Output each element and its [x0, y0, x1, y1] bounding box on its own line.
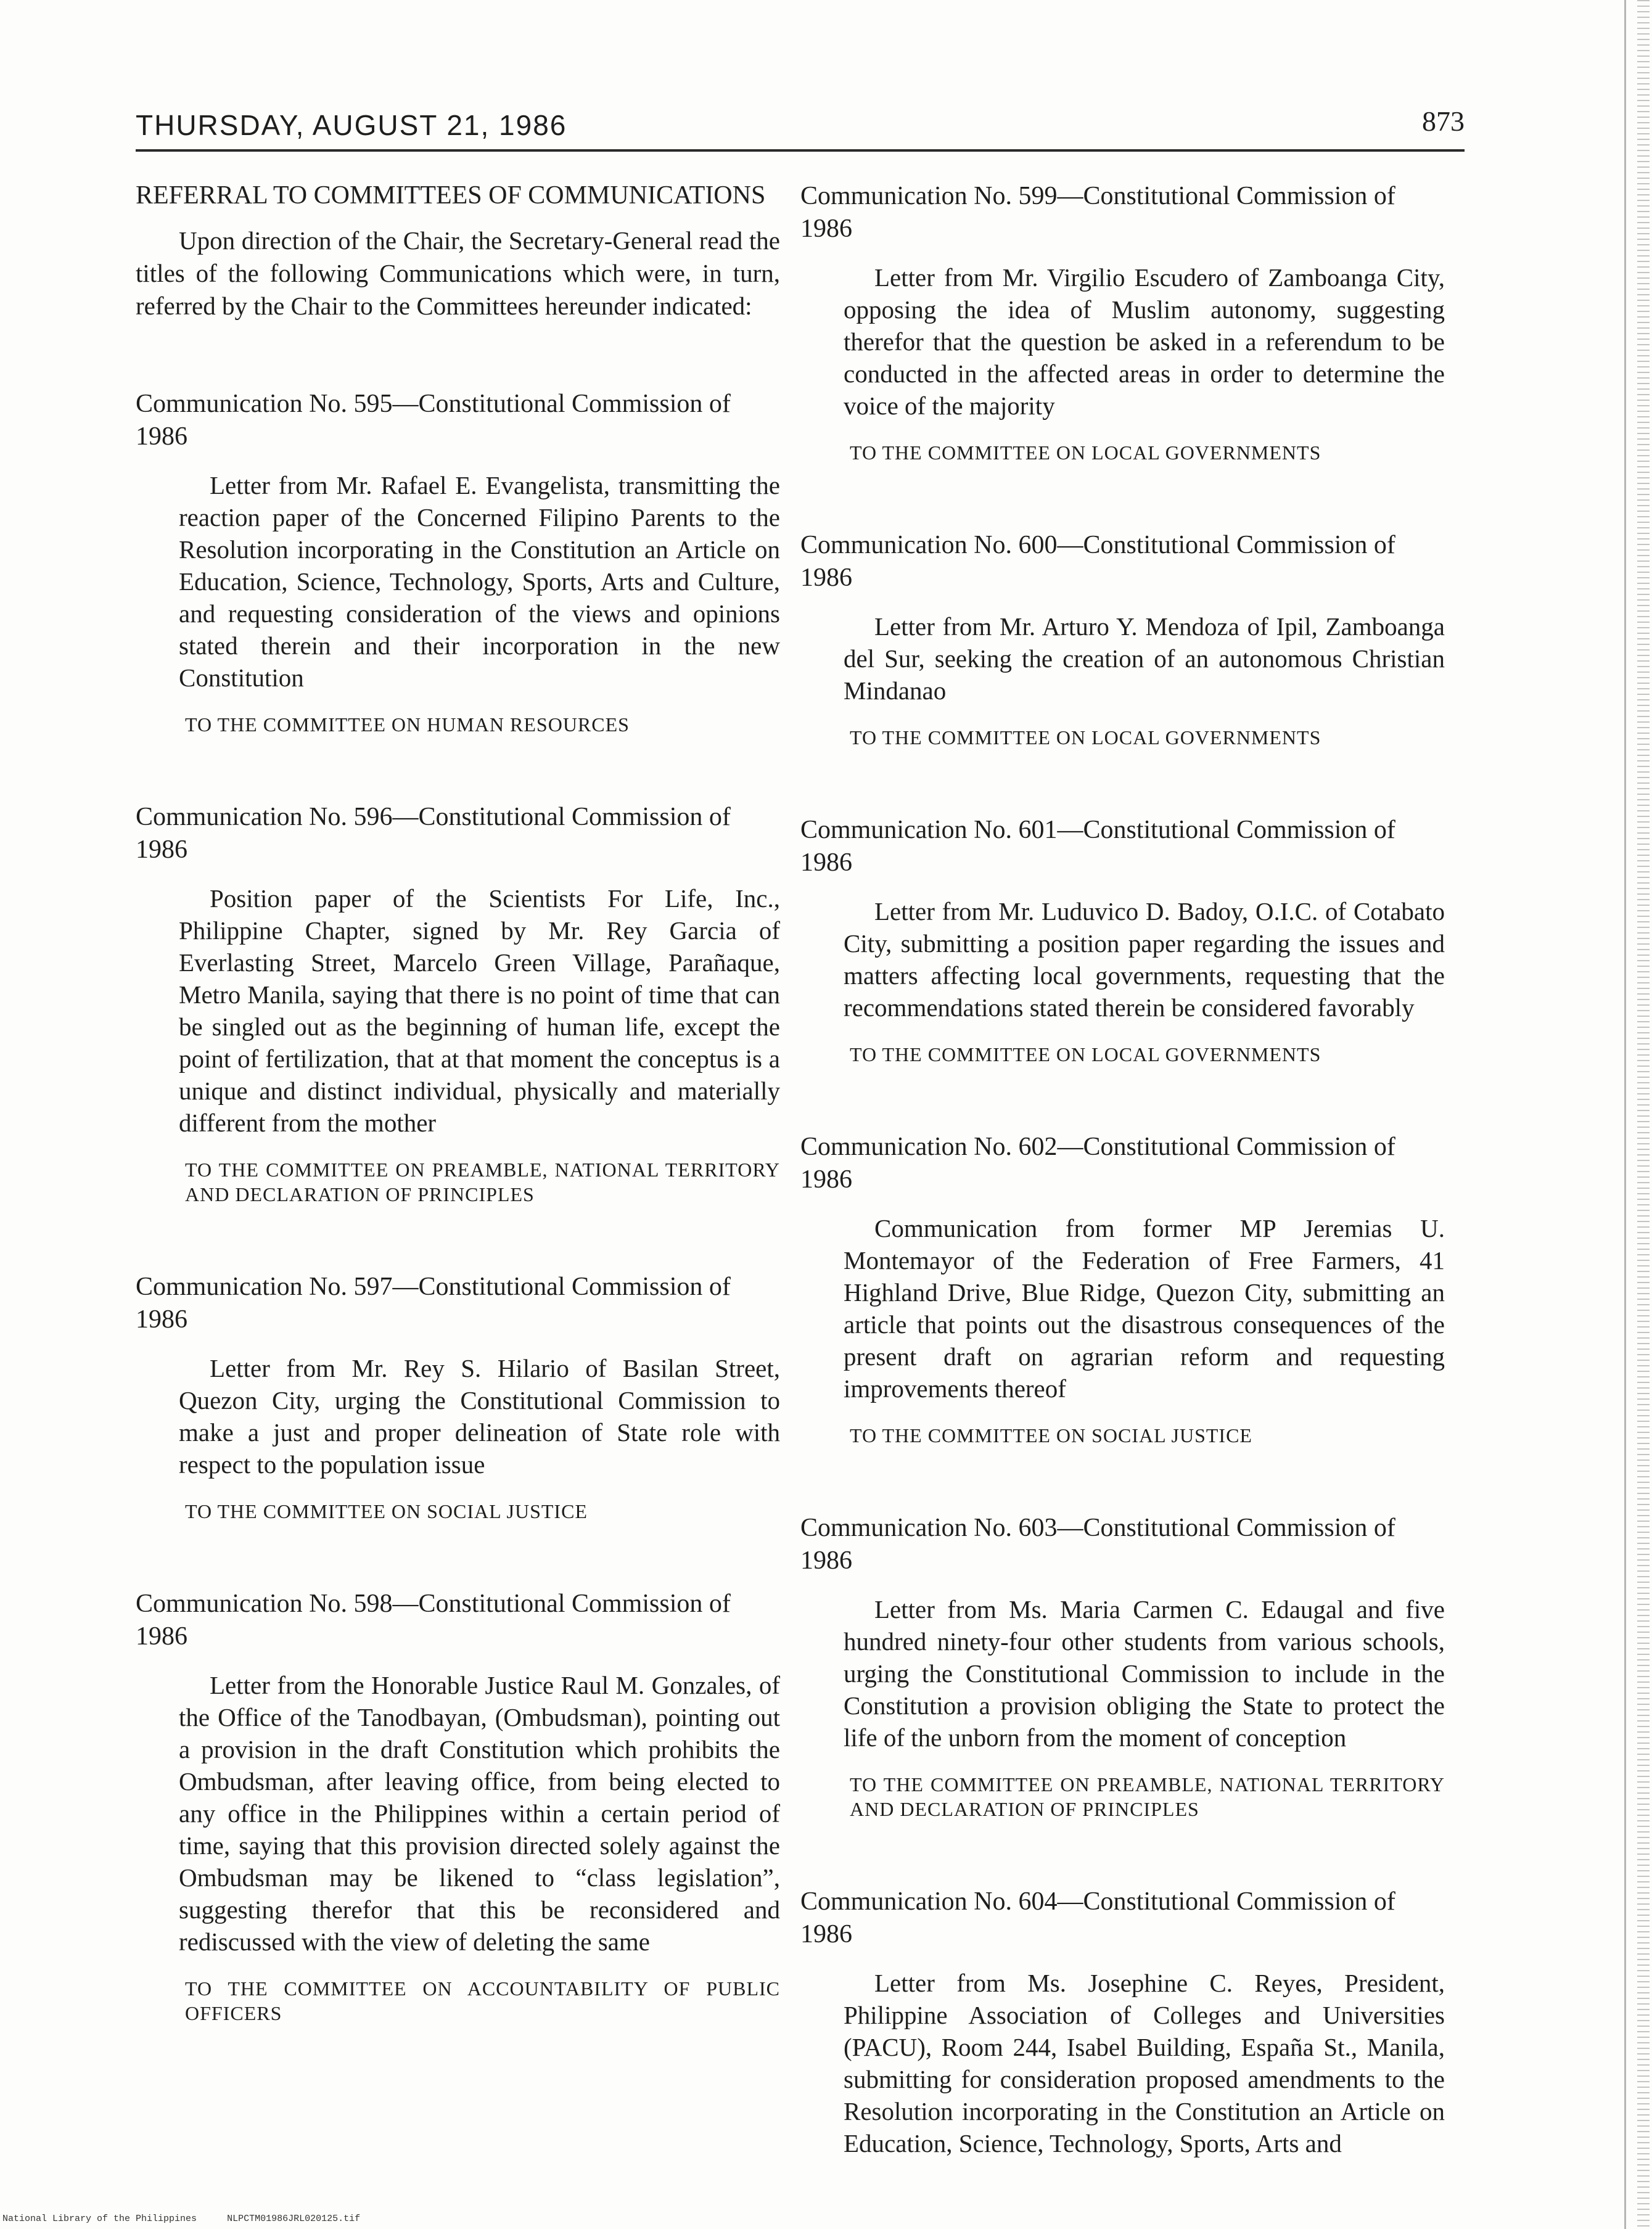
communication-heading: Communication No. 602—Constitutional Commission of 1986 — [800, 1133, 1395, 1194]
communication-604 — [800, 1886, 1445, 2159]
communication-body: Letter from Mr. Rafael E. Evangelista, transmitting the reaction paper of the Concerned Filipino Parents to the Resolution incorporating in the Constitution an Article on Education, Science, Technology, Sports, Arts and Culture, and requesting consideration of the views and opinions stated therein and their incorporation in the new Constitution — [179, 471, 780, 692]
communication-heading: Communication No. 601—Constitutional Commission of 1986 — [800, 816, 1395, 877]
communication-601 — [800, 814, 1445, 1067]
communication-heading: Communication No. 604—Constitutional Commission of 1986 — [800, 1887, 1395, 1948]
communication-body: Letter from Mr. Luduvico D. Badoy, O.I.C. of Cotabato City, submitting a position paper regarding the issues and matters affecting local governments, requesting that the recommendations stated therein be considered favorably — [844, 897, 1445, 1022]
footer-file: NLPCTM01986JRL020125.tif — [227, 2214, 361, 2224]
communication-body: Letter from Ms. Josephine C. Reyes, President, Philippine Association of Colleges and Universities (PACU), Room 244, Isabel Building, España St., Manila, submitting for consideration proposed amendments to the Resolution incorporating in the Constitution an Article on Education, Science, Technology, Sports, Arts and — [844, 1969, 1445, 2157]
committee-referral: TO THE COMMITTEE ON HUMAN RESOURCES — [185, 713, 630, 736]
communication-heading: Communication No. 603—Constitutional Commission of 1986 — [800, 1514, 1395, 1575]
committee-referral: TO THE COMMITTEE ON SOCIAL JUSTICE — [185, 1500, 588, 1522]
committee-referral: TO THE COMMITTEE ON LOCAL GOVERNMENTS — [850, 726, 1321, 749]
page-number: 873 — [1422, 105, 1465, 137]
page-header — [136, 105, 1465, 148]
communication-heading: Communication No. 598—Constitutional Commission of 1986 — [136, 1590, 731, 1651]
communication-body: Letter from the Honorable Justice Raul M. Gonzales, of the Office of the Tanodbayan, (Ombudsman), pointing out a provision in the draft Constitution which prohibits the Ombudsman, after leaving office, from being elected to any office in the Philippines within a certain period of time, saying that this provision directed solely against the Ombudsman may be likened to “class legislation”, suggesting therefor that this be reconsidered and rediscussed with the view of deleting the same — [179, 1671, 780, 1956]
left-column — [136, 180, 780, 2090]
committee-referral: TO THE COMMITTEE ON PREAMBLE, NATIONAL TERRITORY AND DECLARATION OF PRINCIPLES — [185, 1159, 780, 1205]
section-title: REFERRAL TO COMMITTEES OF COMMUNICATIONS — [136, 181, 766, 210]
communication-602 — [800, 1131, 1445, 1448]
communication-body: Letter from Mr. Rey S. Hilario of Basilan Street, Quezon City, urging the Constitutional Commission to make a just and proper delineation of State role with respect to the population issue — [179, 1354, 780, 1479]
right-column — [800, 180, 1445, 2223]
communication-body: Letter from Mr. Arturo Y. Mendoza of Ipil, Zamboanga del Sur, seeking the creation of an autonomous Christian Mindanao — [844, 612, 1445, 705]
committee-referral: TO THE COMMITTEE ON ACCOUNTABILITY OF PUBLIC OFFICERS — [185, 1977, 780, 2024]
communication-595 — [136, 388, 780, 737]
communication-heading: Communication No. 599—Constitutional Commission of 1986 — [800, 182, 1395, 243]
page-date: THURSDAY, AUGUST 21, 1986 — [136, 109, 567, 141]
header-rule — [136, 149, 1465, 152]
communication-heading: Communication No. 595—Constitutional Commission of 1986 — [136, 390, 731, 451]
communication-body: Position paper of the Scientists For Life, Inc., Philippine Chapter, signed by Mr. Rey Garcia of Everlasting Street, Marcelo Green Village, Parañaque, Metro Manila, saying that there is no point of time that can be singled out as the beginning of human life, except the point of fertilization, that at that moment the conceptus is a unique and distinct individual, physically and materially different from the mother — [179, 884, 780, 1137]
communication-heading: Communication No. 600—Constitutional Commission of 1986 — [800, 531, 1395, 592]
scan-edge-line — [1624, 0, 1626, 2229]
communication-596 — [136, 801, 780, 1207]
communication-598 — [136, 1588, 780, 2026]
communication-603 — [800, 1512, 1445, 1821]
communication-597 — [136, 1271, 780, 1524]
scan-edge-marks — [1637, 0, 1650, 2229]
communication-body: Letter from Mr. Virgilio Escudero of Zamboanga City, opposing the idea of Muslim autonomy, suggesting therefor that the question be asked in a referendum to be conducted in the affected areas in order to determine the voice of the majority — [844, 263, 1445, 420]
communication-heading: Communication No. 597—Constitutional Commission of 1986 — [136, 1273, 731, 1334]
committee-referral: TO THE COMMITTEE ON LOCAL GOVERNMENTS — [850, 441, 1321, 464]
communication-body: Communication from former MP Jeremias U. Montemayor of the Federation of Free Farmers, 41 Highland Drive, Blue Ridge, Quezon City, submitting an article that points out the disastrous consequences of the present draft on agrarian reform and requesting improvements thereof — [844, 1214, 1445, 1403]
communication-heading: Communication No. 596—Constitutional Commission of 1986 — [136, 803, 731, 864]
committee-referral: TO THE COMMITTEE ON LOCAL GOVERNMENTS — [850, 1043, 1321, 1065]
committee-referral: TO THE COMMITTEE ON PREAMBLE, NATIONAL TERRITORY AND DECLARATION OF PRINCIPLES — [850, 1773, 1445, 1820]
communication-body: Letter from Ms. Maria Carmen C. Edaugal and five hundred ninety-four other students from various schools, urging the Constitutional Commission to include in the Constitution a provision obliging the State to protect the life of the unborn from the moment of conception — [844, 1595, 1445, 1752]
footer-library: National Library of the Philippines — [2, 2214, 197, 2224]
communication-600 — [800, 529, 1445, 750]
communication-599 — [800, 180, 1445, 465]
committee-referral: TO THE COMMITTEE ON SOCIAL JUSTICE — [850, 1424, 1252, 1447]
scan-footer — [2, 2214, 385, 2224]
intro-paragraph: Upon direction of the Chair, the Secretary-General read the titles of the following Communications which were, in turn, referred by the Chair to the Committees hereunder indicated: — [136, 226, 780, 320]
